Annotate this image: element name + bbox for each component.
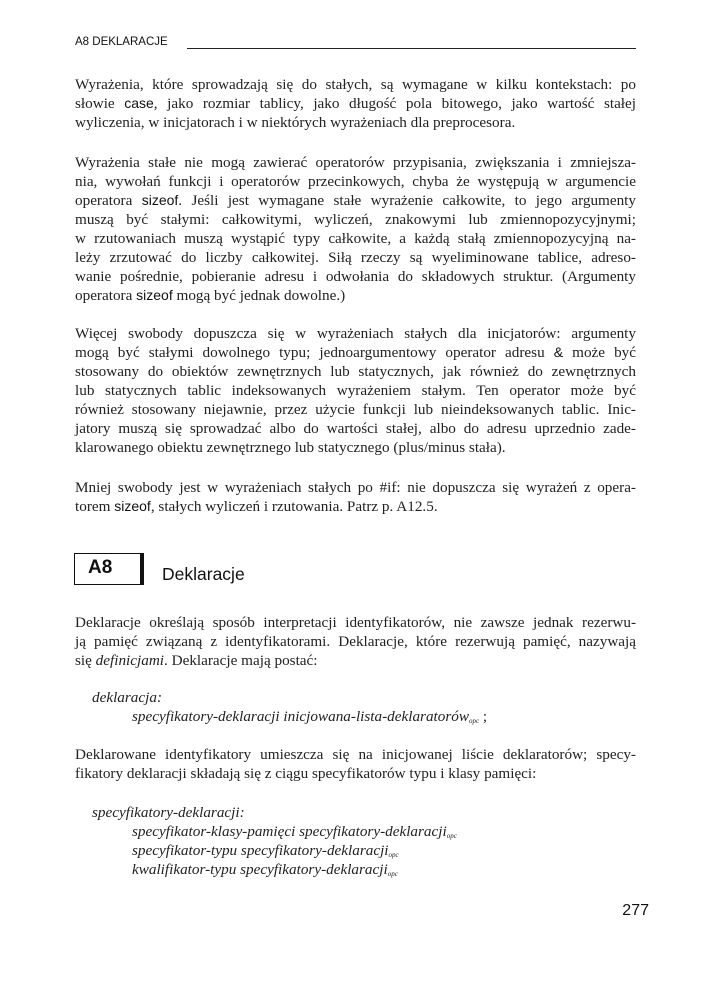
code-keyword: sizeof [136,287,173,303]
text-line [75,419,636,438]
text-line [92,803,653,822]
text-run: Wyrażenia, które sprowadzają się do stałych, są wymagane w kilku kontekstach: po [75,76,636,93]
text-run: Deklaracje określają sposób interpretacji identyfikatorów, nie zawsze jednak rezerwu- [75,614,636,631]
text-run: . Deklaracje mają postać: [164,652,318,669]
text-run: klarowanego obiektu zewnętrznego lub statycznego (plus/minus stała). [75,439,506,456]
italic-term: specyfikatory-deklaracji inicjowana-lista-deklaratorów [132,708,470,725]
italic-term: deklaracja: [92,689,163,706]
text-run: mogą być stałymi dowolnego typu; jednoargumentowy operator adresu [75,344,554,361]
italic-term: specyfikatory-deklaracji: [92,804,245,821]
text-line [75,764,636,783]
text-run: torem [75,498,115,515]
text-line [132,860,693,879]
code-keyword: & [553,344,564,360]
text-run: Więcej swobody dopuszcza się w wyrażeniach stałych dla inicjatorów: argumenty [75,325,636,342]
text-run: fikatory deklaracji składają się z ciągu specyfikatorów typu i klasy pamięci: [75,765,537,782]
text-line [75,324,636,343]
text-line [132,841,693,860]
text-line [75,613,636,632]
text-run: w rzutowaniach muszą wystąpić typy całkowite, a każdą stałą zmiennopozycyjną na- [75,230,636,247]
text-run: ; [479,708,488,725]
section-number-box [74,553,144,585]
text-line [75,191,636,210]
text-line [75,362,636,381]
text-line [92,688,653,707]
text-run: wanie pośrednie, pobieranie adresu i odwołania do składowych struktur. (Argumenty [75,268,636,285]
text-run: . Jeśli jest wymagane stałe wyrażenie całkowite, to jego argumenty [178,192,636,209]
text-run: również stosowany niejawnie, przez użycie funkcji lub nieindeksowanych tablic. Inic- [75,401,636,418]
text-line [132,822,693,841]
text-run: Wyrażenia stałe nie mogą zawierać operatorów przypisania, zwiększania i zmniejsza- [75,154,636,171]
text-line [75,343,636,362]
running-head: A8 DEKLARACJE [75,36,168,48]
text-line [75,632,636,651]
text-line [75,286,636,305]
text-run: się [75,652,96,669]
page-number: 277 [622,902,649,919]
text-run: słowie [75,95,125,112]
optional-subscript: opc [387,870,398,878]
text-run: leży zrzutować do liczby całkowitej. Siłą rzeczy są wyeliminowane tablice, adreso- [75,249,636,266]
code-keyword: sizeof [114,498,151,514]
text-run: lub statycznych tablic indeksowanych wyrażeniem stałym. Ten operator może być [75,382,636,399]
text-run: operatora [75,287,137,304]
text-line [75,229,636,248]
text-run: nia, wywołań funkcji i operatorów przecinkowych, chyba że występują w argumencie [75,173,636,190]
text-run: operatora [75,192,142,209]
text-run: stosowany do obiektów zewnętrznych lub statycznych, jak również do zewnętrznych [75,363,636,380]
header-rule [187,48,636,49]
text-line [75,478,636,497]
text-line [75,210,636,229]
text-line [75,745,636,764]
text-line [132,707,693,726]
text-line [75,172,636,191]
italic-term: specyfikator-klasy-pamięci specyfikatory-deklaracji [132,823,447,840]
text-run: ją pamięć związaną z identyfikatorami. Deklaracje, które rezerwują pamięć, nazywają [75,633,636,650]
text-line [75,113,636,132]
text-line [75,75,636,94]
text-line [75,651,636,670]
text-line [75,248,636,267]
text-run: Mniej swobody jest w wyrażeniach stałych po #if: nie dopuszcza się wyrażeń z opera- [75,479,636,496]
text-run: , stałych wyliczeń i rzutowania. Patrz p. A12.5. [150,498,438,515]
text-run: , jako rozmiar tablicy, jako długość pola bitowego, jako wartość stałej [153,95,636,112]
optional-subscript: opc [388,851,399,859]
italic-term: definicjami [95,652,165,669]
section-number: A8 [88,557,113,578]
italic-term: specyfikator-typu specyfikatory-deklaracji [132,842,389,859]
code-keyword: case [124,95,154,111]
section-title: Deklaracje [162,564,245,584]
optional-subscript: opc [469,717,480,725]
text-line [75,267,636,286]
optional-subscript: opc [446,832,457,840]
text-run: jatory muszą się sprowadzać albo do wartości stałej, albo do adresu uprzednio zade- [75,420,636,437]
text-run: wyliczenia, w inicjatorach i w niektórych wyrażeniach dla preprocesora. [75,114,516,131]
italic-term: kwalifikator-typu specyfikatory-deklaracji [132,861,388,878]
text-run: może być [563,344,636,361]
text-line [75,497,636,516]
text-line [75,153,636,172]
text-run: Deklarowane identyfikatory umieszcza się na inicjowanej liście deklaratorów; specy- [75,746,636,763]
text-run: mogą być jednak dowolne.) [172,287,346,304]
text-line [75,400,636,419]
text-line [75,381,636,400]
text-line [75,438,636,457]
text-line [75,94,636,113]
code-keyword: sizeof [141,192,179,208]
text-run: muszą być stałymi: całkowitymi, wyliczeń, znakowymi lub zmiennopozycyjnymi; [75,211,636,228]
